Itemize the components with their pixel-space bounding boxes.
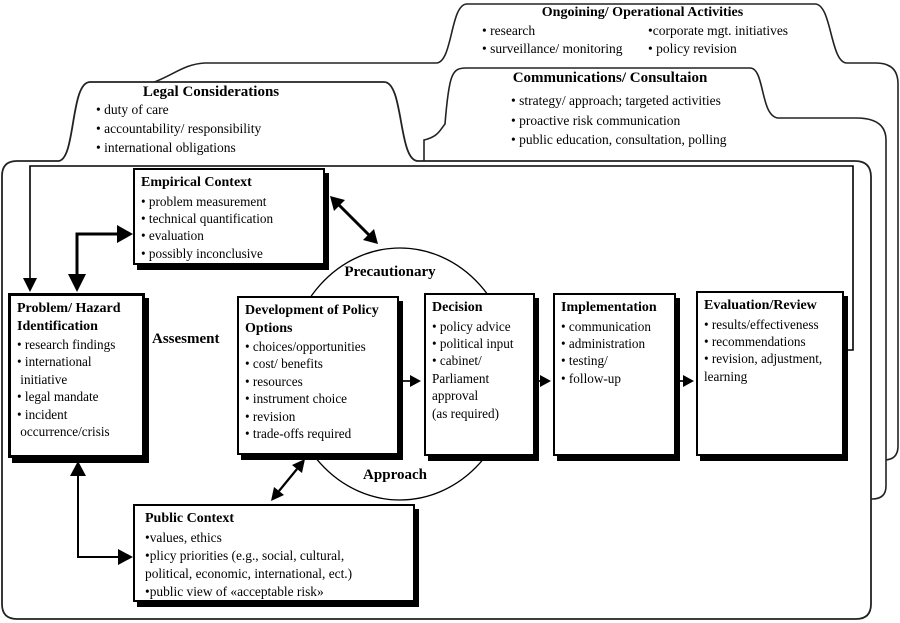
- text-line: Options: [245, 320, 293, 336]
- text-line: • duty of care: [96, 102, 169, 117]
- text-line: • political input: [432, 335, 514, 351]
- text-line: • strategy/ approach; targeted activities: [511, 93, 721, 108]
- text-line: • problem measurement: [141, 193, 267, 209]
- text-line: • recommendations: [704, 333, 806, 349]
- text-line: •plicy priorities (e.g., social, cultural,: [145, 547, 345, 563]
- text-line: • revision, adjustment,: [704, 351, 823, 367]
- text-line: • policy advice: [432, 318, 511, 334]
- text-line: approval: [432, 388, 479, 404]
- decision-title: Decision: [432, 300, 483, 315]
- policy-options-box: [237, 296, 399, 455]
- text-line: • communication: [561, 318, 651, 334]
- decision-box: [424, 293, 535, 456]
- text-line: • research findings: [17, 337, 116, 352]
- text-line: Development of Policy: [245, 303, 379, 318]
- implementation-title: Implementation: [561, 300, 657, 315]
- communications-tab-items: [511, 91, 726, 150]
- text-line: •public view of «acceptable risk»: [145, 584, 324, 600]
- evaluation-review-title: Evaluation/Review: [704, 298, 817, 313]
- empirical-context-title: Empirical Context: [141, 175, 252, 190]
- ongoing-tab-title: Ongoining/ Operational Activities: [541, 5, 744, 20]
- policy-options-title: [245, 302, 391, 337]
- approach-label: Approach: [363, 467, 427, 483]
- text-line: • possibly inconclusive: [141, 245, 263, 261]
- empirical-context-items: [141, 193, 317, 263]
- text-line: • cabinet/: [432, 353, 482, 369]
- text-line: • technical quantification: [141, 210, 274, 226]
- text-line: • choices/opportunities: [245, 339, 366, 354]
- text-line: • accountability/ responsibility: [96, 121, 262, 136]
- text-line: • trade-offs required: [245, 426, 352, 442]
- text-line: • incident: [17, 406, 68, 422]
- ongoing-tab-col1: [482, 22, 622, 57]
- text-line: • administration: [561, 335, 646, 351]
- legal-tab-title: Legal Considerations: [142, 84, 280, 100]
- text-line: •corporate mgt. initiatives: [648, 23, 789, 38]
- text-line: Identification: [17, 318, 98, 334]
- text-line: • surveillance/ monitoring: [482, 40, 623, 56]
- assessment-label: Assesment: [152, 331, 220, 347]
- text-line: • instrument choice: [245, 391, 348, 407]
- problem-hazard-items: [17, 336, 136, 440]
- text-line: • research: [482, 23, 536, 38]
- decision-items: [432, 318, 527, 422]
- text-line: • legal mandate: [17, 389, 99, 405]
- precautionary-label: Precautionary: [344, 264, 436, 280]
- legal-tab-items: [96, 100, 261, 157]
- text-line: • evaluation: [141, 228, 204, 244]
- ongoing-tab-col2: [648, 22, 788, 57]
- empirical-context-box: [133, 168, 325, 265]
- implementation-box: [553, 293, 676, 456]
- problem-hazard-box: [8, 293, 145, 458]
- text-line: • public education, consultation, polling: [511, 132, 727, 148]
- text-line: • cost/ benefits: [245, 356, 323, 372]
- public-context-items: [145, 529, 403, 602]
- problem-hazard-title: [17, 300, 136, 335]
- text-line: • testing/: [561, 353, 608, 369]
- text-line: • results/effectiveness: [704, 316, 819, 332]
- evaluation-review-items: [704, 316, 836, 386]
- text-line: • revision: [245, 408, 296, 424]
- evaluation-review-box: [696, 291, 844, 456]
- text-line: • proactive risk communication: [511, 112, 681, 128]
- text-line: political, economic, international, ect.): [145, 565, 353, 581]
- text-line: • international obligations: [96, 140, 236, 155]
- text-line: •values, ethics: [145, 529, 222, 545]
- communications-tab-title: Communications/ Consultaion: [512, 70, 708, 86]
- public-context-title: Public Context: [145, 511, 235, 526]
- text-line: initiative: [17, 371, 68, 387]
- text-line: Parliament: [432, 370, 490, 386]
- text-line: occurrence/crisis: [17, 424, 110, 440]
- policy-options-items: [245, 338, 391, 442]
- text-line: Problem/ Hazard: [17, 301, 121, 316]
- text-line: learning: [704, 368, 748, 384]
- text-line: • follow-up: [561, 370, 621, 386]
- text-line: • resources: [245, 373, 303, 389]
- implementation-items: [561, 318, 668, 388]
- text-line: (as required): [432, 405, 499, 421]
- text-line: • policy revision: [648, 40, 737, 56]
- public-context-box: [133, 504, 415, 602]
- text-line: • international: [17, 354, 92, 370]
